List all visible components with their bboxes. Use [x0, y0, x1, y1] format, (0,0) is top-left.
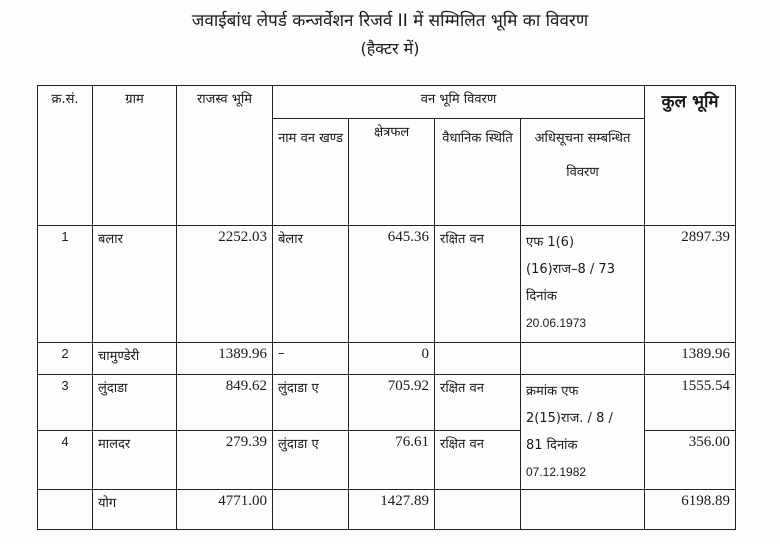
status-cell: रक्षित वन — [435, 375, 521, 431]
notification-line: एफ 1(6) — [526, 235, 575, 250]
notification-cell — [521, 375, 645, 490]
document-title: जवाईबांध लेपर्ड कन्जर्वेशन रिजर्व II में सम्मिलित भूमि का विवरण — [191, 11, 589, 31]
revenue-cell: 1389.96 — [177, 343, 273, 375]
notification-line: दिनांक — [526, 289, 557, 304]
totals-area: 1427.89 — [349, 490, 435, 530]
notification-cell — [521, 343, 645, 375]
header-area: क्षेत्रफल — [349, 119, 435, 226]
revenue-cell: 2252.03 — [177, 226, 273, 343]
area-cell: 705.92 — [349, 375, 435, 431]
totals-row — [38, 490, 736, 530]
header-total-land: कुल भूमि — [645, 86, 736, 226]
total-cell: 2897.39 — [645, 226, 736, 343]
totals-label: योग — [93, 490, 177, 530]
status-cell: रक्षित वन — [435, 226, 521, 343]
village-cell: लुंदाडा — [93, 375, 177, 431]
village-cell: चामुण्डेरी — [93, 343, 177, 375]
total-cell: 1389.96 — [645, 343, 736, 375]
header-legal-status: वैधानिक स्थिति — [435, 119, 521, 226]
header-forest-block: नाम वन खण्ड — [273, 119, 349, 226]
forest-block-cell: लुंदाडा ए — [273, 375, 349, 431]
serial-cell — [38, 490, 93, 530]
table-row — [38, 375, 736, 431]
forest-block-cell: बेलार — [273, 226, 349, 343]
notification-line: 2(15)राज. / 8 / — [526, 411, 613, 426]
notification-line: (16)राज–8 / 73 — [526, 262, 615, 277]
forest-block-cell: – — [273, 343, 349, 375]
area-cell: 0 — [349, 343, 435, 375]
header-notification: अधिसूचना सम्बन्धित विवरण — [521, 119, 645, 226]
serial-cell: 1 — [38, 226, 93, 343]
table-row — [38, 226, 736, 343]
header-village: ग्राम — [93, 86, 177, 226]
notification-line: 81 दिनांक — [526, 438, 578, 453]
notification-line: क्रमांक एफ — [526, 384, 579, 399]
header-revenue-land: राजस्व भूमि — [177, 86, 273, 226]
revenue-cell: 849.62 — [177, 375, 273, 431]
status-cell — [435, 490, 521, 530]
area-cell: 76.61 — [349, 431, 435, 490]
forest-block-cell: लुंदाडा ए — [273, 431, 349, 490]
notification-line: 20.06.1973 — [526, 316, 587, 330]
village-cell: बलार — [93, 226, 177, 343]
serial-cell: 2 — [38, 343, 93, 375]
area-cell: 645.36 — [349, 226, 435, 343]
document-subtitle: (हैक्टर में) — [360, 39, 420, 58]
status-cell: रक्षित वन — [435, 431, 521, 490]
totals-total: 6198.89 — [645, 490, 736, 530]
header-forest-details: वन भूमि विवरण — [273, 86, 645, 119]
notification-cell — [521, 490, 645, 530]
serial-cell: 3 — [38, 375, 93, 431]
land-details-table — [37, 85, 736, 530]
total-cell: 356.00 — [645, 431, 736, 490]
forest-block-cell — [273, 490, 349, 530]
serial-cell: 4 — [38, 431, 93, 490]
totals-revenue: 4771.00 — [177, 490, 273, 530]
revenue-cell: 279.39 — [177, 431, 273, 490]
status-cell — [435, 343, 521, 375]
header-serial: क्र.सं. — [38, 86, 93, 226]
total-cell: 1555.54 — [645, 375, 736, 431]
table-row — [38, 343, 736, 375]
village-cell: मालदर — [93, 431, 177, 490]
header-row-1 — [38, 86, 736, 119]
notification-line: 07.12.1982 — [526, 465, 587, 479]
notification-cell — [521, 226, 645, 343]
